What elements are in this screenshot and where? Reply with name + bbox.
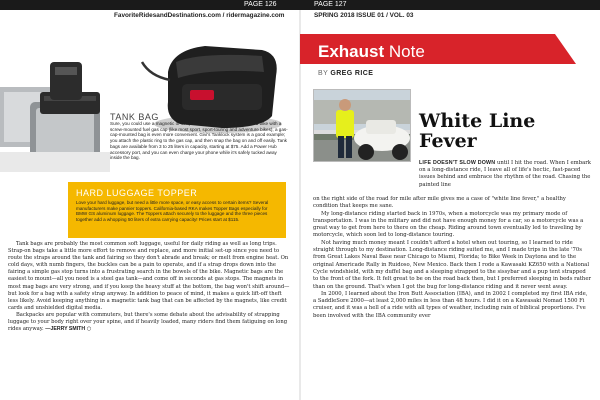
- rider-with-motorcycle-image: [314, 90, 411, 162]
- left-paragraph: Tank bags are probably the most common soft luggage, useful for daily riding as well as long trips. Strap-on bags take a little more effort to remove and replace, and more initial set-up since you need to route the straps around the tank and fairing so they don't abrade and break; or melt from engine heat. On cold days, with numb fingers, the buckles can be a pain to operate, and if a strap drops down into the fairing a simple gas stop turns into a frustrating search in the bowels of the bike. Magnetic bags are the easiest to mount—all you need is a steel gas tank—and come off in seconds at gas stops. The magnets in most mag bags are very strong, and if you keep the heavy stuff at the bottom, the bag won't shift around—but look for a bag with a safety strap anyway. In addition to peace of mind, it makes a quick lift-off theft less likely. Avoid keeping anything in a magnetic tank bag that can be affected by the magnets, like credit cards and unshielded digital media.: [8, 241, 290, 311]
- page-number-bar: [0, 0, 600, 10]
- author-signature: —JERRY SMITH: [45, 326, 86, 333]
- column-title: [318, 42, 425, 62]
- left-paragraph: [8, 312, 290, 333]
- tank-bag-title: TANK BAG: [110, 112, 159, 122]
- left-article-body: [8, 241, 290, 333]
- right-article-intro: [419, 160, 591, 189]
- lead-in: LIFE DOESN'T SLOW DOWN: [419, 160, 496, 166]
- right-paragraph: In 2000, I learned about the Iron Butt Association (IBA), and in 2002 I completed my first IBA ride, a SaddleSore 2000—at least 2,000 miles in less than 48 hours. I did it on a Kawasaki Nomad 1500 Fi cruiser, and it was a hell of a ride with all types of weather, including rain of biblical proportions. I've been involved with the IBA community ever: [313, 290, 588, 319]
- hard-luggage-title: HARD LUGGAGE TOPPER: [76, 188, 198, 198]
- intro-continued: on the right side of the road for mile after mile gives me a case of "white line fever," a healthy condition that keeps me sane.: [313, 196, 566, 210]
- byline-author: GREG RICE: [330, 70, 374, 77]
- running-header-right: SPRING 2018 ISSUE 01 / VOL. 03: [314, 12, 414, 19]
- column-title-bold: Exhaust: [318, 42, 385, 61]
- column-title-light: Note: [388, 42, 425, 61]
- article-headline: White Line Fever: [419, 110, 536, 152]
- left-paragraph-text: Backpacks are popular with commuters, but there's some debate about the advisability of strapping luggage to your body right over your spine, and if heavily loaded, many riders find them fatiguing on long rides anyway.: [8, 311, 288, 333]
- byline-prefix: BY: [318, 70, 329, 77]
- running-header-left: FavoriteRidesandDestinations.com / ridermagazine.com: [114, 12, 285, 19]
- byline: [318, 70, 373, 77]
- right-article-body: [313, 196, 591, 320]
- end-mark-icon: ○: [86, 326, 92, 333]
- intro-text: until I hit the road. When I embark on a long-distance ride, I leave all of life's hectic, fast-paced issues behind and embrace the rhythm of the road. Chasing the painted line: [419, 160, 591, 188]
- tank-bag-caption: Sure, you could use a magnetic or strap-mount tank bag, but if you ride a bike with a screw-mounted fuel gas cap (like most sport, sport-touring and adventure bikes), a gas-cap-mounted bag is even more convenient. Givi's Tanklock system is a good example; you attach the plastic ring to the gas cap, and then snap the bag on and off easily. Tank bags are available from 3 to 25 liters in capacity, starting at $75. Add a Power Hub accessory port, and you can even charge your phone while it's safely tucked away inside the bag.: [110, 121, 288, 161]
- right-paragraph: Not having much money meant I couldn't afford a hotel when out touring, so I learned to ride straight through to my destination. Long-distance riding suited me, and I made trips in the late '70s from Great Lakes Naval Base near Chicago to Miami, Florida; to Bike Week in Daytona and to the original Americade Rally in Ruidoso, New Mexico. Back then I rode a Kawasaki KZ650 with a National Cycle windshield, with my duffel bag and a sleeping strapped to the sissybar and a pup tent strapped to the front of the fork. It felt great to be on the road back then, but I preferred sleeping in beds rather than on the ground. That's when I got the bug for long-distance riding and it never went away.: [313, 239, 591, 290]
- right-paragraph: My long-distance riding started back in 1970s, when a motorcycle was my primary mode of transportation. I was in the military and did not have enough money for a car, so a motorcycle was a great way to get from here to there on the cheap. Riding around town eventually led to traveling by motorcycle, which soon led to long-distance touring.: [313, 210, 584, 239]
- hard-luggage-caption: Love your hard luggage, but need a little more space, or easy access to certain items? Several manufacturers make pannier toppers. California-based RKA makes Topper Bags especially for BMW GS aluminum luggage. The Toppers attach securely to the luggage and the three pieces together add a whopping 50 liters of extra carrying capacity! Prices start at $115.: [76, 200, 269, 222]
- hard-luggage-box: [68, 182, 286, 238]
- page-number-right: PAGE 127: [314, 1, 347, 8]
- rider-photo: [313, 89, 411, 162]
- page-number-left: PAGE 126: [244, 1, 277, 8]
